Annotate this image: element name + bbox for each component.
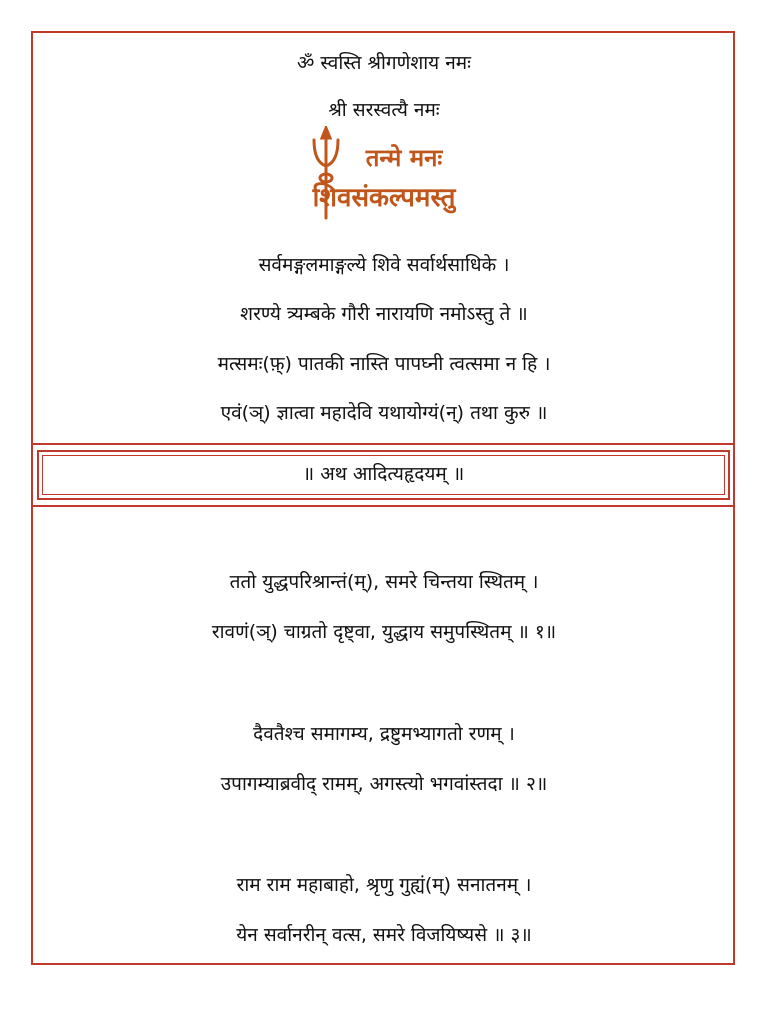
prayer-line-4: एवं(ञ्) ज्ञात्वा महादेवि यथायोग्यं(न्) तथा कुरु ॥ <box>220 402 548 424</box>
prayer-line-2: शरण्ये त्र्यम्बके गौरी नारायणि नमोऽस्तु ते ॥ <box>240 303 528 325</box>
section-title: ॥ अथ आदित्यहृदयम् ॥ <box>302 463 465 485</box>
prayer-line-1: सर्वमङ्गलमाङ्गल्ये शिवे सर्वार्थसाधिके । <box>258 254 510 276</box>
verse-1-line-2: रावणं(ञ्) चाग्रतो दृष्ट्वा, युद्धाय समुपस्थितम् ॥ १॥ <box>211 621 557 643</box>
invocation-line-1: ॐ स्वस्ति श्रीगणेशाय नमः <box>297 52 471 74</box>
prayer-line-3: मत्समः(फ़्) पातकी नास्ति पापघ्नी त्वत्समा न हि । <box>217 353 551 375</box>
section-title-box <box>37 450 730 500</box>
verse-3-line-1: राम राम महाबाहो, श्रृणु गुह्यं(म्) सनातनम् । <box>236 874 532 896</box>
verse-2-line-1: दैवतैश्च समागम्य, द्रष्टुमभ्यागतो रणम् । <box>253 723 515 745</box>
section-divider-bottom <box>33 505 733 507</box>
logo-text-top: तन्मे मनः <box>365 144 443 172</box>
invocation-line-2: श्री सरस्वत्यै नमः <box>328 99 440 121</box>
logo-text-bottom: शिवसंकल्पमस्तु <box>312 183 456 213</box>
verse-1-line-1: ततो युद्धपरिश्रान्तं(म्), समरे चिन्तया स्थितम् । <box>229 571 539 593</box>
section-divider-top <box>33 443 733 445</box>
verse-2-line-2: उपागम्याब्रवीद् रामम्, अगस्त्यो भगवांस्तदा ॥ २॥ <box>220 773 548 795</box>
logo-tanme-manah <box>292 126 476 222</box>
verse-3-line-2: येन सर्वानरीन् वत्स, समरे विजयिष्यसे ॥ ३॥ <box>236 924 532 946</box>
